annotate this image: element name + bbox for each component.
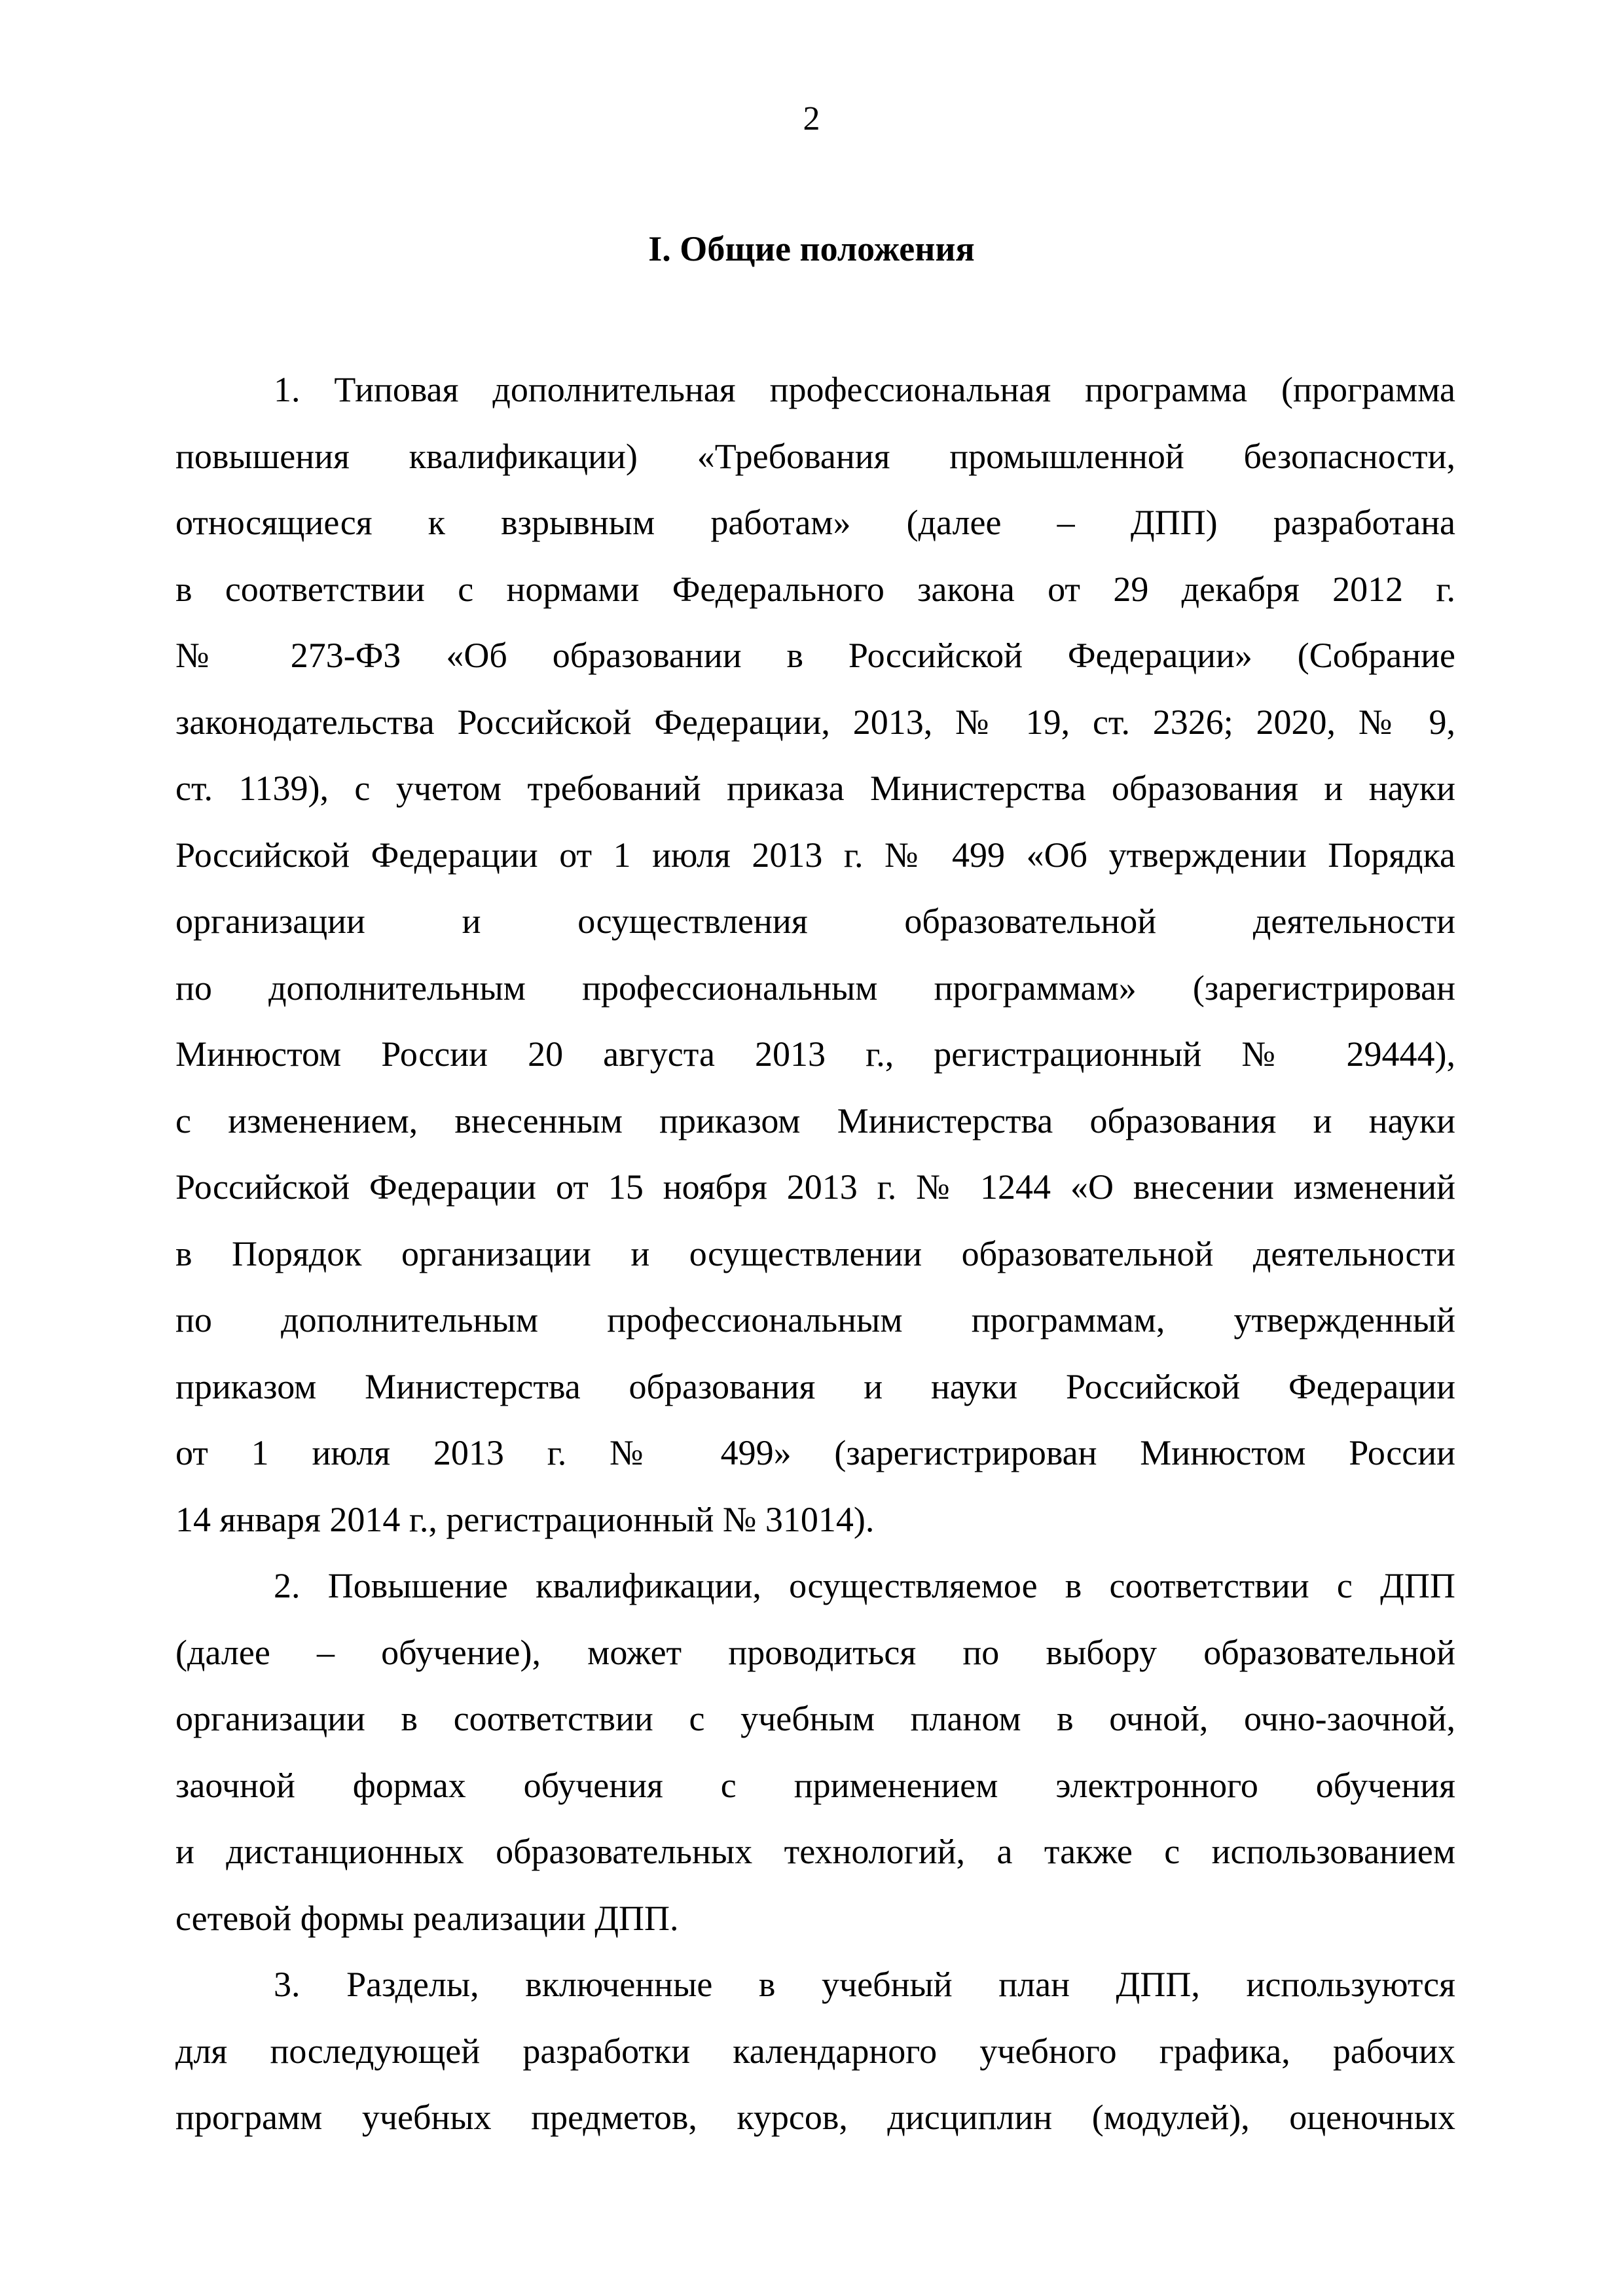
- paragraph-2-line-2: (далее – обучение), может проводиться по выбору образовательной: [175, 1632, 1455, 1672]
- paragraph-1-line-15: по дополнительным профессиональным программам, утвержденный: [175, 1300, 1455, 1339]
- paragraph-1-line-1: 1. Типовая дополнительная профессиональная программа (программа: [274, 370, 1455, 409]
- paragraph-1-line-10: по дополнительным профессиональным программам» (зарегистрирован: [175, 968, 1455, 1008]
- paragraph-1-line-11: Минюстом России 20 августа 2013 г., регистрационный № 29444),: [175, 1034, 1455, 1074]
- document-body: [175, 357, 1455, 2151]
- paragraph-1-line-8: Российской Федерации от 1 июля 2013 г. № 499 «Об утверждении Порядка: [175, 835, 1455, 875]
- paragraph-1-line-7: ст. 1139), с учетом требований приказа Министерства образования и науки: [175, 769, 1455, 808]
- paragraph-1-line-9: организации и осуществления образовательной деятельности: [175, 902, 1455, 941]
- paragraph-1-line-2: повышения квалификации) «Требования промышленной безопасности,: [175, 436, 1455, 476]
- paragraph-2-line-6: сетевой формы реализации ДПП.: [175, 1898, 679, 1938]
- paragraph-3-line-1: 3. Разделы, включенные в учебный план ДПП, используются: [274, 1965, 1455, 2004]
- paragraph-1-line-3: относящиеся к взрывным работам» (далее – ДПП) разработана: [175, 503, 1455, 542]
- paragraph-2-line-1: 2. Повышение квалификации, осуществляемое в соответствии с ДПП: [274, 1566, 1455, 1605]
- section-title: I. Общие положения: [648, 229, 975, 268]
- paragraph-1-line-12: с изменением, внесенным приказом Министерства образования и науки: [175, 1101, 1455, 1140]
- paragraph-1-line-14: в Порядок организации и осуществлении образовательной деятельности: [175, 1233, 1455, 1273]
- paragraph-1-line-4: в соответствии с нормами Федерального закона от 29 декабря 2012 г.: [175, 569, 1455, 609]
- paragraph-3-line-3: программ учебных предметов, курсов, дисциплин (модулей), оценочных: [175, 2098, 1455, 2137]
- paragraph-1-line-17: от 1 июля 2013 г. № 499» (зарегистрирован Минюстом России: [175, 1433, 1455, 1472]
- paragraph-1-line-13: Российской Федерации от 15 ноября 2013 г. № 1244 «О внесении изменений: [175, 1167, 1455, 1207]
- paragraph-2-line-3: организации в соответствии с учебным планом в очной, очно-заочной,: [175, 1699, 1455, 1738]
- paragraph-2-line-4: заочной формах обучения с применением электронного обучения: [175, 1765, 1455, 1805]
- paragraph-1-line-18: 14 января 2014 г., регистрационный № 31014).: [175, 1499, 875, 1539]
- paragraph-1-line-6: законодательства Российской Федерации, 2013, № 19, ст. 2326; 2020, № 9,: [175, 702, 1455, 742]
- paragraph-1-line-5: № 273-ФЗ «Об образовании в Российской Федерации» (Собрание: [175, 636, 1455, 675]
- paragraph-1-line-16: приказом Министерства образования и науки Российской Федерации: [175, 1366, 1455, 1406]
- paragraph-3-line-2: для последующей разработки календарного учебного графика, рабочих: [175, 2031, 1455, 2071]
- paragraph-2-line-5: и дистанционных образовательных технологий, а также с использованием: [175, 1832, 1455, 1871]
- page-number: 2: [803, 100, 820, 137]
